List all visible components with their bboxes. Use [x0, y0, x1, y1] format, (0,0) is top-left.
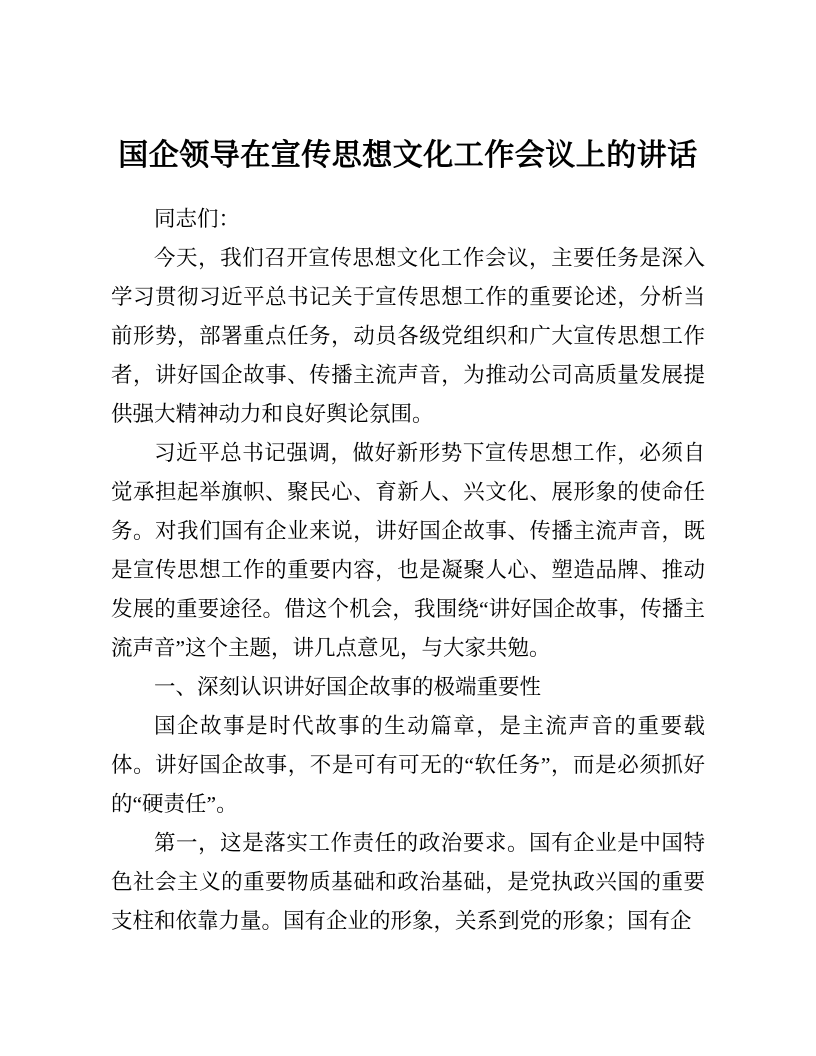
document-body — [111, 239, 705, 941]
section-heading: 一、深刻认识讲好国企故事的极端重要性 — [154, 675, 542, 699]
body-paragraph: 今天，我们召开宣传思想文化工作会议，主要任务是深入学习贯彻习近平总书记关于宣传思想工作的重要论述，分析当前形势，部署重点任务，动员各级党组织和广大宣传思想工作者，讲好国企故事、传播主流声音，为推动公司高质量发展提供强大精神动力和良好舆论氛围。 — [111, 246, 705, 426]
body-paragraph: 第一，这是落实工作责任的政治要求。国有企业是中国特色社会主义的重要物质基础和政治基础，是党执政兴国的重要支柱和依靠力量。国有企业的形象，关系到党的形象；国有企 — [111, 831, 705, 933]
document-title: 国企领导在宣传思想文化工作会议上的讲话 — [118, 139, 698, 172]
body-paragraph: 习近平总书记强调，做好新形势下宣传思想工作，必须自觉承担起举旗帜、聚民心、育新人、兴文化、展形象的使命任务。对我们国有企业来说，讲好国企故事、传播主流声音，既是宣传思想工作的重要内容，也是凝聚人心、塑造品牌、推动发展的重要途径。借这个机会，我围绕“讲好国企故事，传播主流声音”这个主题，讲几点意见，与大家共勉。 — [111, 441, 705, 660]
salutation: 同志们： — [154, 207, 241, 231]
body-paragraph: 国企故事是时代故事的生动篇章，是主流声音的重要载体。讲好国企故事，不是可有可无的“软任务”，而是必须抓好的“硬责任”。 — [111, 714, 705, 816]
